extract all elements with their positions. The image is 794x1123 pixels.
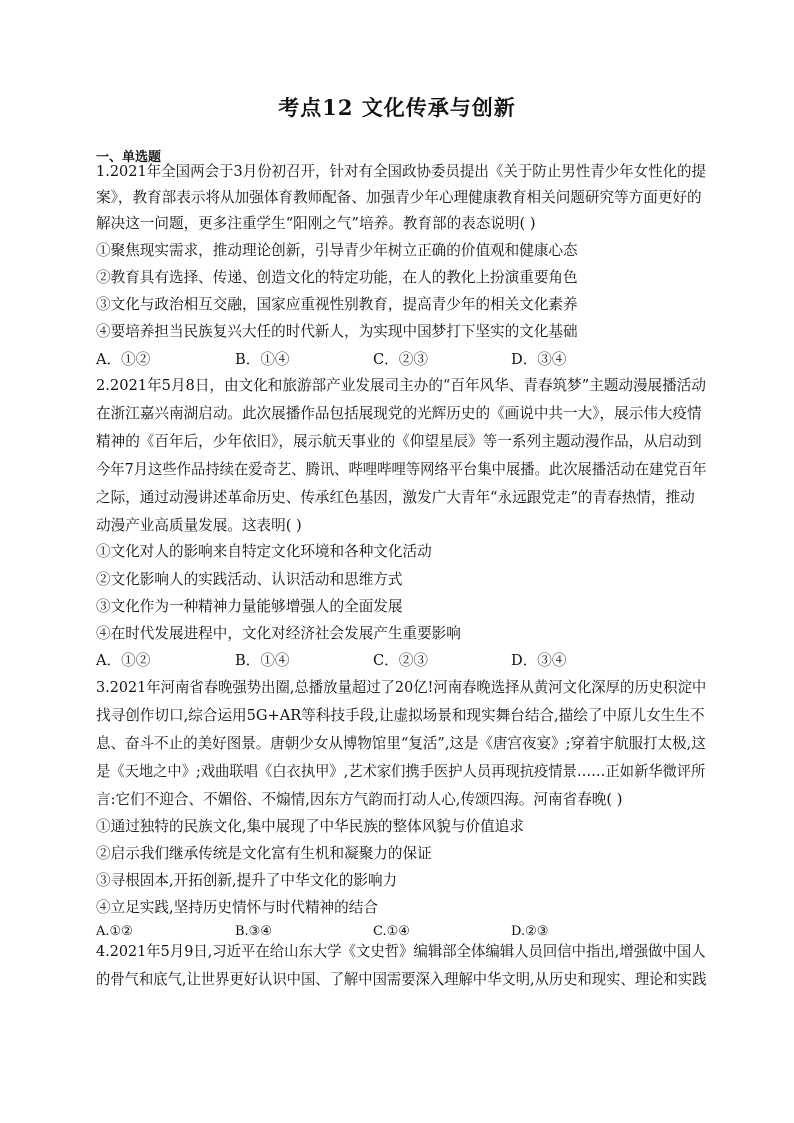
q3-statement: ②启示我们继承传统是文化富有生机和凝聚力的保证 bbox=[96, 845, 432, 862]
q1-statement: ④要培养担当民族复兴大任的时代新人，为实现中国梦打下坚实的文化基础 bbox=[96, 323, 578, 340]
q2-stem-line: 精神的《百年后，少年依旧》，展示航天事业的《仰望星辰》等一系列主题动漫作品，从启动到 bbox=[96, 433, 702, 450]
q1-statement: ①聚焦现实需求，推动理论创新，引导青少年树立正确的价值观和健康心态 bbox=[96, 242, 578, 259]
q1-option-b: B．①④ bbox=[235, 351, 290, 368]
q1-option-d: D．③④ bbox=[511, 351, 567, 368]
q1-option-a: A．①② bbox=[96, 351, 151, 368]
q2-stem-line: 在浙江嘉兴南湖启动。此次展播作品包括展现党的光辉历史的《画说中共一大》，展示伟大疫情 bbox=[96, 405, 702, 422]
q2-stem-line: 动漫产业高质量发展。这表明( ) bbox=[96, 517, 302, 534]
q3-stem-line: 找寻创作切口,综合运用5G+AR等科技手段,让虚拟场景和现实舞台结合,描绘了中原儿女生生不 bbox=[96, 707, 705, 724]
q4-stem-line: 的骨气和底气,让世界更好认识中国、了解中国需要深入理解中华文明,从历史和现实、理论和实践 bbox=[96, 971, 707, 988]
q2-stem-line: 2.2021年5月8日，由文化和旅游部产业发展司主办的“百年风华、青春筑梦”主题动漫展播活动 bbox=[96, 377, 706, 394]
q1-option-c: C．②③ bbox=[373, 351, 428, 368]
q3-option-a: A.①② bbox=[96, 924, 133, 939]
q3-option-d: D.②③ bbox=[511, 924, 549, 939]
q3-statement: ③寻根固本,开拓创新,提升了中华文化的影响力 bbox=[96, 872, 398, 889]
q1-statement: ②教育具有选择、传递、创造文化的特定功能，在人的教化上扮演重要角色 bbox=[96, 269, 578, 286]
q2-option-d: D．③④ bbox=[511, 652, 567, 669]
q2-statement: ④在时代发展进程中，文化对经济社会发展产生重要影响 bbox=[96, 625, 461, 642]
q2-stem-line: 之际，通过动漫讲述革命历史、传承红色基因，激发广大青年“永远跟党走”的青春热情，推动 bbox=[96, 489, 695, 506]
q1-statement: ③文化与政治相互交融，国家应重视性别教育，提高青少年的相关文化素养 bbox=[96, 296, 578, 313]
q3-statement: ①通过独特的民族文化,集中展现了中华民族的整体风貌与价值追求 bbox=[96, 818, 524, 835]
q3-option-b: B.③④ bbox=[235, 924, 272, 939]
q3-stem-line: 是《天地之中》;戏曲联唱《白衣执甲》,艺术家们携手医护人员再现抗疫情景……正如新华微评所 bbox=[96, 763, 706, 780]
q2-option-a: A．①② bbox=[96, 652, 151, 669]
q1-stem-line: 1.2021年全国两会于3月份初召开，针对有全国政协委员提出《关于防止男性青少年女性化的提 bbox=[96, 163, 707, 180]
q4-stem-line: 4.2021年5月9日,习近平在给山东大学《文史哲》编辑部全体编辑人员回信中指出,增强做中国人 bbox=[96, 943, 706, 960]
q3-statement: ④立足实践,坚持历史情怀与时代精神的结合 bbox=[96, 899, 378, 916]
q3-stem-line: 息、奋斗不止的美好图景。唐朝少女从博物馆里“复活”,这是《唐宫夜宴》;穿着宇航服打太极,这 bbox=[96, 735, 706, 752]
q3-option-c: C.①④ bbox=[373, 924, 410, 939]
q3-stem-line: 3.2021年河南省春晚强势出圈,总播放量超过了20亿!河南春晚选择从黄河文化深厚的历史积淀中 bbox=[96, 679, 707, 696]
q2-statement: ①文化对人的影响来自特定文化环境和各种文化活动 bbox=[96, 543, 432, 560]
section-heading: 一、单选题 bbox=[96, 150, 162, 165]
q2-option-b: B．①④ bbox=[235, 652, 290, 669]
q1-stem-line: 解决这一问题，更多注重学生“阳刚之气”培养。教育部的表态说明( ) bbox=[96, 215, 536, 232]
q2-statement: ③文化作为一种精神力量能够增强人的全面发展 bbox=[96, 598, 403, 615]
q2-statement: ②文化影响人的实践活动、认识活动和思维方式 bbox=[96, 571, 403, 588]
page-title: 考点12 文化传承与创新 bbox=[278, 95, 516, 120]
q3-stem-line: 言:它们不迎合、不媚俗、不煽情,因东方气韵而打动人心,传颂四海。河南省春晚( ) bbox=[96, 791, 623, 808]
q1-stem-line: 案》，教育部表示将从加强体育教师配备、加强青少年心理健康教育相关问题研究等方面更好的 bbox=[96, 189, 702, 206]
q2-option-c: C．②③ bbox=[373, 652, 428, 669]
q2-stem-line: 今年7月这些作品持续在爱奇艺、腾讯、哔哩哔哩等网络平台集中展播。此次展播活动在建党百年 bbox=[96, 461, 707, 478]
